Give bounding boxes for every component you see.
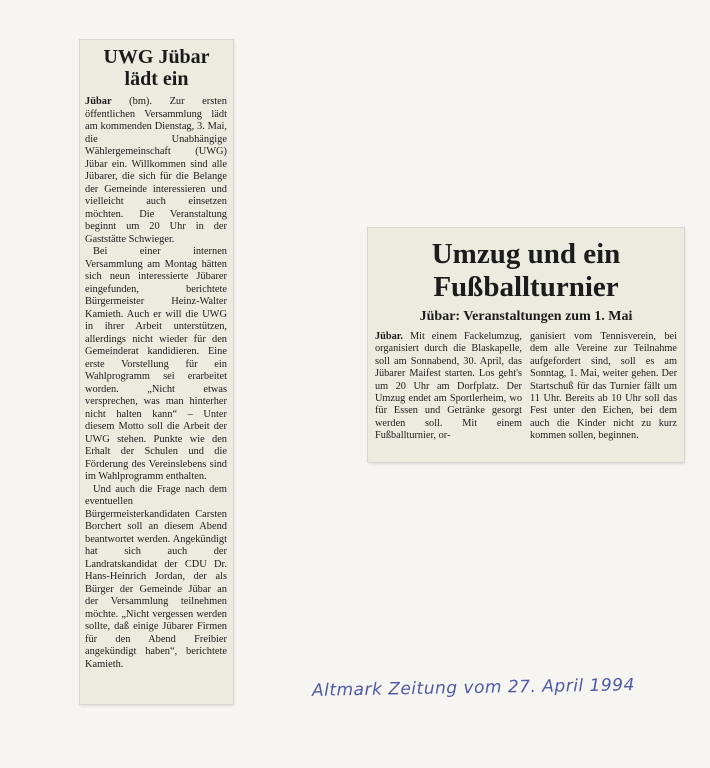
headline-line-1: UWG Jübar xyxy=(103,46,210,68)
newspaper-clipping-umzug xyxy=(368,228,684,462)
article-paragraph-2: Bei einer internen Versammlung am Montag hätten sich neun interessierte Jübarer eingefunden, berichtete Bürgermeister Heinz-Walter Kamieth. Auch er will die UWG in ihrer Arbeit unterstützen, allerdings nicht wieder für den Gemeinderat kandidieren. Eine erste Vorstellung für ein Wahlprogramm sei erarbeitet worden. „Nicht etwas versprechen, was man hinterher nicht halten kann“ – Unter diesem Motto soll die Arbeit der UWG stehen. Punkte wie den Erhalt der Schulen und die Förderung des Vereinslebens sind im Wahlprogramm enthalten. xyxy=(85,246,227,482)
article-paragraph-1 xyxy=(85,96,227,246)
dateline: Jübar. xyxy=(375,331,403,342)
headline-umzug xyxy=(372,238,680,304)
article-column-2 xyxy=(530,331,677,443)
article-paragraph-3: Und auch die Frage nach dem eventuellen Bürgermeisterkandidaten Carsten Borchert soll an diesem Abend beantwortet werden. Angekündigt hat sich auch der Landratskandidat der CDU Dr. Hans-Heinrich Jordan, der als Bürger der Gemeinde Jübar an der Versammlung teilnehmen möchte. „Nicht vergessen werden sollte, daß einige Jübarer Firmen für den Abend Freibier angekündigt haben“, berichtete Kamieth. xyxy=(85,483,227,670)
headline-line-2: lädt ein xyxy=(124,68,189,90)
headline-line-1: Umzug und ein xyxy=(431,238,621,270)
newspaper-clipping-uwg xyxy=(80,40,233,704)
article-columns xyxy=(375,331,677,443)
paragraph-1-text: (bm). Zur ersten öffentlichen Versammlung lädt am kommenden Dienstag, 3. Mai, die Unabhängige Wählergemeinschaft (UWG) Jübar ein. Willkommen sind alle Jübarer, die sich für die Belange der Gemeinde interessieren und vielleicht auch einsetzen möchten. Die Veranstaltung beginnt um 20 Uhr in der Gaststätte Schwieger. xyxy=(85,96,227,245)
headline-line-2: Fußballturnier xyxy=(433,271,619,303)
article-body-uwg xyxy=(85,96,227,671)
column-1-text: Mit einem Fackelumzug, organisiert durch die Blaskapelle, soll am Sonnabend, 30. April, das Jübarer Maifest starten. Los geht's um 20 Uhr am Dorfplatz. Der Umzug endet am Sportlerheim, wo für Essen und Getränke gesorgt werden soll. Mit einem Fußballturnier, or- xyxy=(375,331,522,442)
article-column-1 xyxy=(375,331,522,443)
column-2-text: ganisiert vom Tennisverein, bei dem alle Vereine zur Teilnahme aufgefordert sind, soll es am Sonntag, 1. Mai, weiter gehen. Der Startschuß für das Turnier fällt um 11 Uhr. Bereits ab 10 Uhr soll das Fest unter den Eichen, bei dem auch die Kinder nicht zu kurz kommen sollen, beginnen. xyxy=(530,331,677,442)
dateline: Jübar xyxy=(85,96,112,107)
handwritten-source-note: Altmark Zeitung vom 27. April 1994 xyxy=(311,675,636,701)
subheadline: Jübar: Veranstaltungen zum 1. Mai xyxy=(419,309,633,324)
headline-uwg xyxy=(84,46,229,90)
